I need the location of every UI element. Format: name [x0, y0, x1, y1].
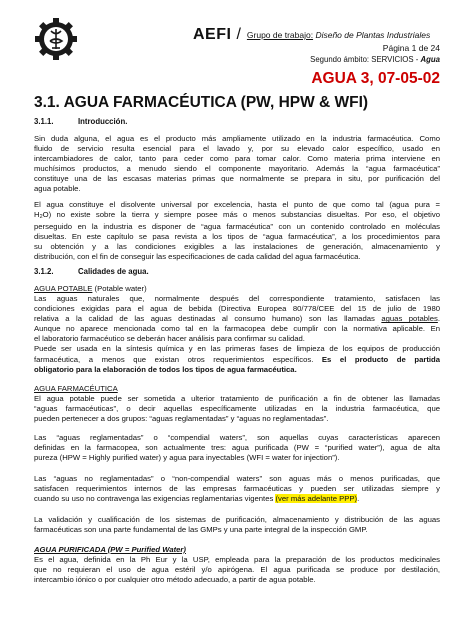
text-fragment: farmacéutica, a menos que existan otros requerimientos específicos. [34, 354, 322, 364]
text-line: Las aguas naturales que, normalmente después del correspondiente tratamiento, satisfacen las [34, 294, 440, 303]
text-line: intercambiadores de calor, tanto para ceder como para tomar calor. Como materia prima interviene en [34, 154, 440, 164]
text-line: “aguas farmacéuticas”, o decir aquellas específicamente utilizadas en la industria farmacéutica, que [34, 404, 440, 414]
paragraph-validacion [34, 515, 440, 535]
paragraph-purificada [34, 555, 440, 585]
section-heading-calidades [34, 267, 149, 276]
page-title: 3.1. AGUA FARMACÉUTICA (PW, HPW & WFI) [34, 94, 369, 111]
farmaceutica-heading [34, 384, 118, 393]
text-line: Es el agua, definida en la Ph Eur y la USP, empleada para la preparación de los productos medicinales [34, 555, 440, 564]
text-line: agua potable. [34, 184, 81, 194]
text-line: Puede ser usada en la síntesis química y en las primeras fases de limpieza de los equipos de producción [34, 344, 440, 354]
text-line [34, 314, 440, 324]
text-line: su obtención y a las condiciones exigibles a las instalaciones de generación, almacenamiento y [34, 242, 440, 252]
text-line: Las “aguas no reglamentadas” o “non-compendial waters” son aguas más o menos purificadas, que [34, 474, 440, 483]
formula-subscript: 2 [39, 214, 43, 221]
aefi-gear-logo-icon [34, 17, 78, 61]
paragraph-solvent [34, 200, 440, 263]
paragraph-potable [34, 294, 440, 375]
text-line: obligatorio para la elaboración de todos los tipos de agua farmacéutica. [34, 364, 297, 374]
text-line [34, 494, 440, 504]
section-title: Calidades de agua. [78, 267, 149, 276]
highlighted-note: (ver más adelante PPP) [275, 494, 358, 504]
formula-h: H [34, 210, 40, 220]
text-line: Las “aguas reglamentadas” o “compendial waters”, son aquellas cuyas características aparecen [34, 433, 440, 442]
header-line [193, 26, 430, 44]
text-fragment: . [437, 314, 440, 324]
text-line: El agua constituye el disolvente universal por excelencia, hasta el punto de que como tal (agua pura = [34, 200, 440, 209]
document-code: AGUA 3, 07-05-02 [311, 70, 440, 87]
text-line: distribución, con el fin de conseguir las especificaciones de cada calidad del agua farmacéutica. [34, 252, 361, 262]
underlined-term: aguas potables [381, 314, 438, 324]
text-line: el laboratorio farmacéutico se deberán hacer análisis para confirmar su calidad. [34, 334, 305, 344]
group-label: Grupo de trabajo: [246, 30, 314, 40]
paragraph-no-reglamentadas [34, 474, 440, 504]
text-line: disueltas. En este capítulo se pasa revista a los tipos de “agua farmacéutica”, a los procedimientos para [34, 232, 440, 242]
text-line: intercambio iónico o por cualquier otro método adecuado, a partir de agua potable. [34, 575, 316, 585]
group-name: Diseño de Plantas Industriales [315, 30, 431, 40]
text-line: pueden pertenecer a dos grupos: “aguas reglamentadas” y “aguas no reglamentadas”. [34, 414, 329, 424]
formula-rest: O) no existe sobre la tierra y siempre posee más o menos substancias disueltas. Por eso, el objetivo [42, 210, 440, 220]
bold-text: Es el producto de partida [321, 354, 440, 364]
section-number: 3.1.1. [34, 117, 54, 126]
section-title: Introducción. [78, 117, 128, 126]
text-line: pureza (HPW = Highly purified water) y agua para inyectables (WFI = water for injection”). [34, 453, 340, 463]
scope-value: Agua [420, 55, 440, 64]
paragraph-farmaceutica [34, 394, 440, 424]
text-fragment: . [357, 494, 360, 504]
text-line: La validación y cualificación de los sistemas de purificación, almacenamiento y distribución de las aguas [34, 515, 440, 524]
purificada-heading: AGUA PURIFICADA (PW = Purified Water) [34, 545, 186, 554]
text-fragment: relativa a la calidad de las aguas destinadas al consumo humano) son las llamadas [34, 314, 382, 324]
text-line [34, 355, 440, 365]
text-line: muchísimos productos, a menudo siendo el componente mayoritario. Además la “agua farmacéutica” [34, 164, 440, 174]
potable-label-note: (Potable water) [92, 284, 147, 293]
paragraph-reglamentadas [34, 433, 440, 463]
paragraph-intro [34, 134, 440, 195]
header-separator: / [236, 26, 241, 43]
text-line: definidas en la farmacopea, son actualmente tres: agua purificada (PW = “purified water”), agua de alta [34, 443, 440, 453]
text-line: satisfacen requerimientos internos de las empresas farmacéuticas y pueden ser utilizadas siempre y [34, 484, 440, 494]
farmaceutica-label: AGUA FARMACÉUTICA [34, 384, 118, 393]
text-fragment: cuando su uso no contravenga las exigencias reglamentarias vigentes [34, 494, 276, 504]
text-line: fluido de servicio resulta esencial para el lavado y, por su elevado calor específico, usado en [34, 144, 440, 154]
page-info: Página 1 de 24 [382, 43, 440, 53]
text-line: Sin duda alguna, el agua es el producto más ampliamente utilizado en la industria farmacéutica. Como [34, 134, 440, 143]
potable-heading [34, 284, 147, 293]
section-heading-intro [34, 117, 127, 126]
text-line: condiciones exigidas para el agua de bebida (Directiva Europea 80/778/CEE del 15 de julio de 1980 [34, 304, 440, 314]
section-number: 3.1.2. [34, 267, 54, 276]
text-line [34, 210, 440, 222]
text-line: perseguido en la industria es disponer de “agua farmacéutica” con un contenido controlado en moléculas [34, 222, 440, 232]
scope-label: Segundo ámbito: SERVICIOS - [310, 55, 421, 64]
text-line: farmacéuticas son una parte fundamental de las GMPs y una parte integral de la inspección GMP. [34, 525, 368, 535]
text-line: Aunque no aparece mencionada como tal en la farmacopea debe cumplir con la normativa aplicable. En [34, 324, 440, 334]
text-line: El agua potable puede ser sometida a ulterior tratamiento de purificación a fin de obtener las llamadas [34, 394, 440, 403]
org-name: AEFI [193, 26, 232, 43]
text-line: constituye una de las escasas materias primas que normalmente se prepara in situ, por purificación del [34, 174, 440, 184]
scope-line [310, 55, 440, 64]
potable-label: AGUA POTABLE [34, 284, 93, 293]
text-line: que no requieran el uso de agua estéril y/o apirógena. El agua purificada se produce por destilación, [34, 565, 440, 575]
